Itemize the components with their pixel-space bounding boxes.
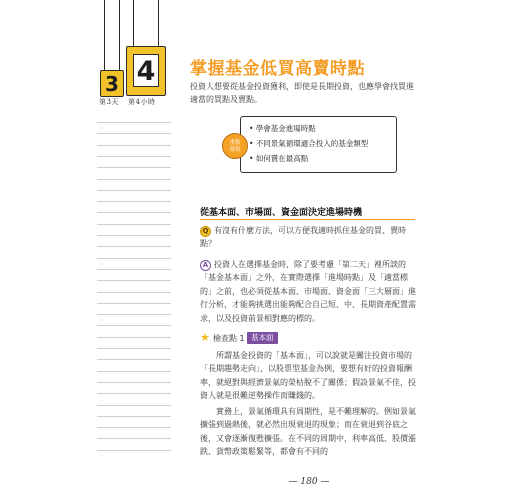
ruled-line xyxy=(97,382,171,383)
focus-item: • 不同景氣循環適合投入的基金類型 xyxy=(249,139,369,148)
page-title: 掌握基金低買高賣時點 xyxy=(190,59,365,79)
ruled-line xyxy=(97,179,171,180)
hour-number: 4 xyxy=(136,56,156,87)
intro-text: 投資人想要從基金投資獲利，即使是長期投資，也應學會找買進適當的買點及賣點。 xyxy=(190,82,414,104)
ruled-line xyxy=(97,303,171,304)
day-caption: 第3天 xyxy=(99,98,119,106)
ruled-line xyxy=(97,371,171,372)
ruled-line xyxy=(97,190,171,191)
star-icon: ★ xyxy=(200,331,210,344)
focus-item: • 學會基金進場時點 xyxy=(249,124,316,133)
focus-box xyxy=(240,116,397,173)
sign-string xyxy=(158,0,159,46)
ruled-line xyxy=(97,438,171,439)
ruled-line xyxy=(97,145,171,146)
answer-icon: A xyxy=(200,260,211,271)
ruled-line xyxy=(97,280,171,281)
ruled-line xyxy=(97,167,171,168)
ruled-line xyxy=(97,235,171,236)
ruled-line xyxy=(97,212,171,213)
ruled-line xyxy=(97,292,171,293)
badge-line: 導航 xyxy=(229,147,241,153)
question-text: 有沒有什麼方法，可以方便我適時抓住基金的買、賣時點？ xyxy=(200,226,406,249)
answer-text: 投資人在選擇基金時，除了要考慮「第二天」裡所談的「基金基本面」之外，在實際選擇「進場時點」及「適當標的」之前，也必須從基本面、市場面、資金面「三大層面」進行分析，才能夠挑選出能夠配合自己短、中、長期資產配置需求，以及投資前景相對應的標的。 xyxy=(200,260,416,323)
notes-ruled-lines xyxy=(97,122,171,460)
ruled-line xyxy=(97,156,171,157)
ruled-line xyxy=(97,122,171,123)
ruled-line xyxy=(97,348,171,349)
body-paragraph: 實務上，景氣循環具有周期性，是不難理解的。例如景氣擴張到過熱後，就必然出現衰退的現象；而在衰退到谷底之後，又會逐漸復甦擴張。在不同的周期中，利率高低、股價漲跌、貨幣政策鬆緊等，都會有不同的 xyxy=(200,407,416,457)
day-number: 3 xyxy=(105,72,119,96)
body-paragraph: 所謂基金投資的「基本面」，可以說就是關注投資市場的「長期趨勢走向」，以股票型基金為例，要想有好的投資報酬率，就絕對與經濟景氣的榮枯脫不了關係；假設景氣不佳，投資人就是很難逆勢操作而賺錢的。 xyxy=(200,351,416,401)
focus-item: • 如何賣在最高點 xyxy=(249,154,309,163)
sign-string xyxy=(104,0,105,70)
badge-line: 重點 xyxy=(229,140,241,146)
sign-string xyxy=(119,0,120,70)
ruled-line xyxy=(97,416,171,417)
ruled-line xyxy=(97,393,171,394)
day-number-sign xyxy=(100,70,124,97)
ruled-line xyxy=(97,359,171,360)
ruled-line xyxy=(97,246,171,247)
ruled-line xyxy=(97,450,171,451)
focus-badge xyxy=(222,133,248,159)
section-underline xyxy=(200,219,415,220)
question-icon: Q xyxy=(200,226,211,237)
ruled-line xyxy=(97,405,171,406)
ruled-line xyxy=(97,314,171,315)
ruled-line xyxy=(97,258,171,259)
sign-string xyxy=(133,0,134,46)
hour-number-sign xyxy=(126,46,166,96)
ruled-line xyxy=(97,325,171,326)
ruled-line xyxy=(97,337,171,338)
ruled-line xyxy=(97,201,171,202)
ruled-line xyxy=(97,427,171,428)
ruled-line xyxy=(97,133,171,134)
hour-caption: 第4小時 xyxy=(128,98,156,106)
section-heading: 從基本面、市場面、資金面決定進場時機 xyxy=(200,208,363,218)
page-number: — 180 — xyxy=(288,477,330,487)
ruled-line xyxy=(97,269,171,270)
checkpoint-label: 檢查點 1 xyxy=(213,334,245,343)
ruled-line xyxy=(97,224,171,225)
checkpoint-tag: 基本面 xyxy=(247,332,278,344)
